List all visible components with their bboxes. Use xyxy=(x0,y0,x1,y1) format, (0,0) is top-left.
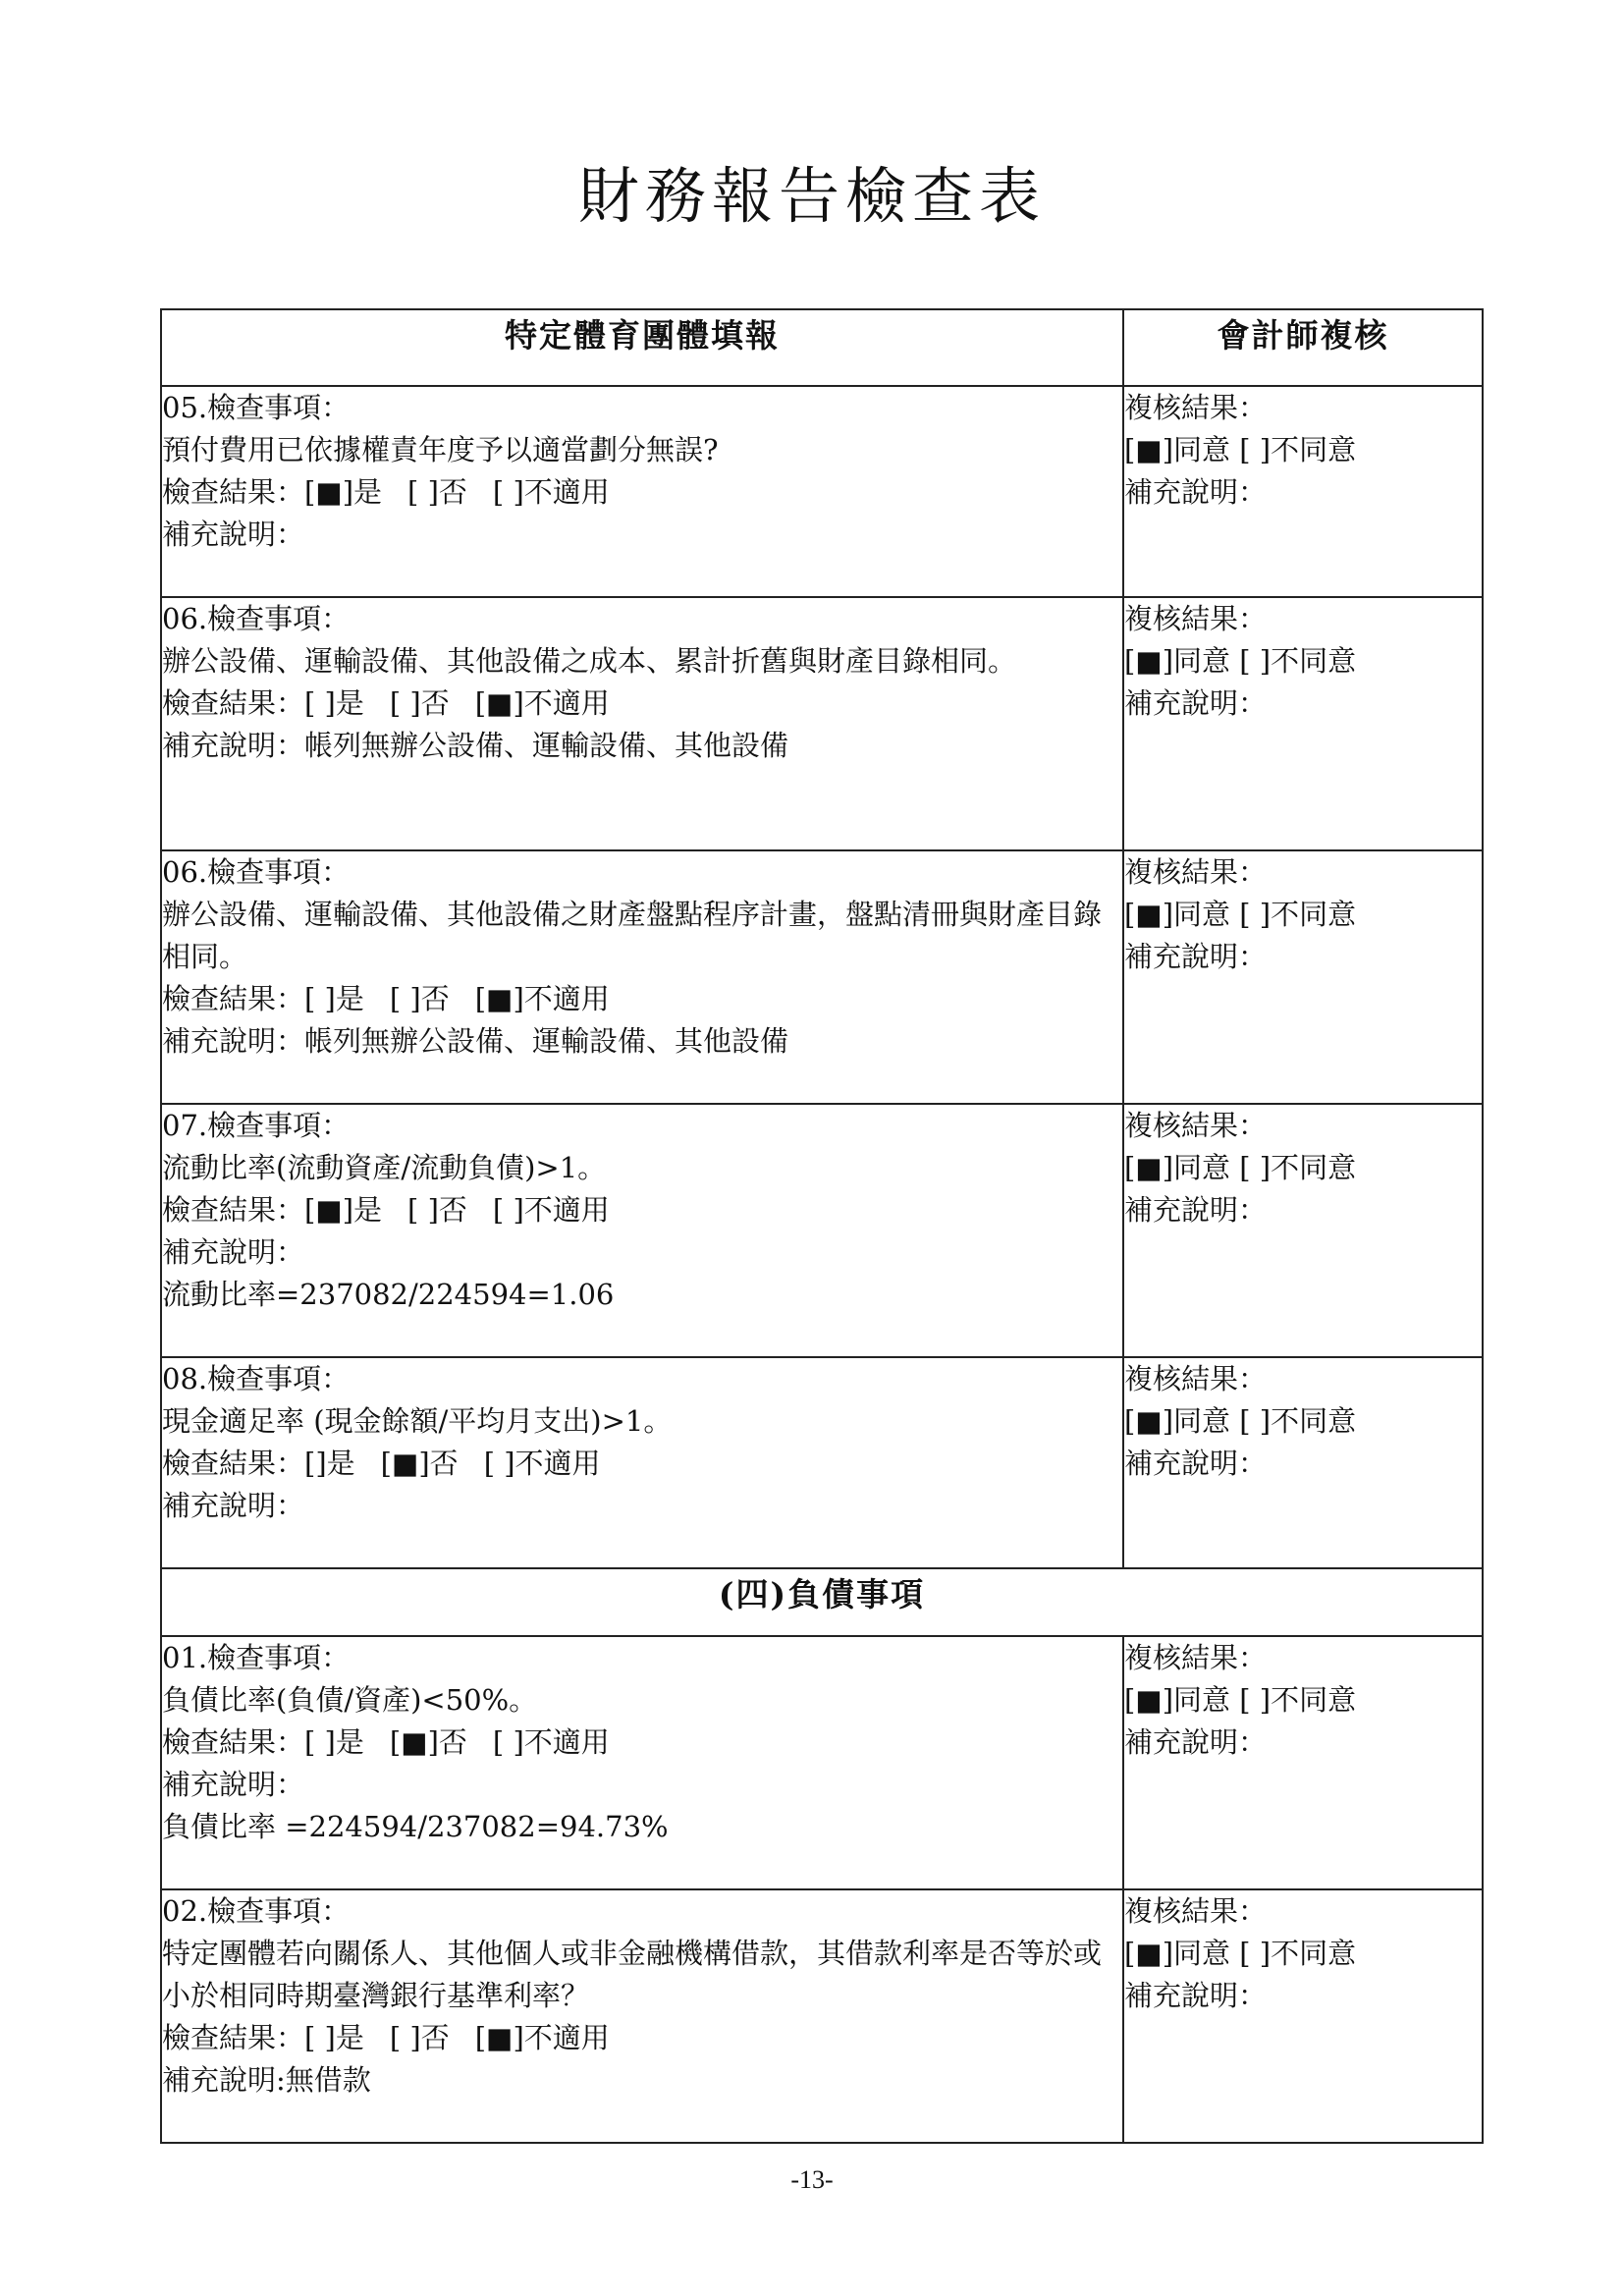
review-label: 複核結果： xyxy=(1124,1894,1268,1928)
review-options xyxy=(1124,1679,1482,1722)
option-yes: [■]是 xyxy=(304,1193,383,1227)
item-description: 負債比率(負債/資產)<50%。 xyxy=(162,1683,538,1717)
review-agree: [■]同意 xyxy=(1124,644,1231,678)
review-options xyxy=(1124,1400,1482,1443)
item-number: 08.檢查事項： xyxy=(162,1362,351,1395)
item-number: 06.檢查事項： xyxy=(162,855,351,889)
result-label: 檢查結果： xyxy=(162,1447,305,1480)
result-label: 檢查結果： xyxy=(162,1193,305,1227)
review-agree: [■]同意 xyxy=(1124,433,1231,466)
review-disagree: [ ]不同意 xyxy=(1239,1151,1357,1184)
review-agree: [■]同意 xyxy=(1124,1937,1231,1970)
check-item-row xyxy=(161,597,1483,850)
check-result xyxy=(162,978,1122,1020)
check-item-cell xyxy=(161,1357,1123,1568)
review-cell xyxy=(1123,1357,1483,1568)
review-label: 複核結果： xyxy=(1124,1362,1268,1395)
review-options xyxy=(1124,640,1482,683)
option-yes: [ ]是 xyxy=(304,2021,364,2054)
check-item-row xyxy=(161,1636,1483,1889)
check-result xyxy=(162,1722,1122,1764)
option-na: [■]不適用 xyxy=(474,686,610,720)
option-no: [ ]否 xyxy=(389,2021,450,2054)
option-na: [ ]不適用 xyxy=(483,1447,601,1480)
section-row xyxy=(161,1568,1483,1636)
check-item-cell xyxy=(161,386,1123,597)
review-note: 補充說明： xyxy=(1124,475,1268,509)
review-note: 補充說明： xyxy=(1124,1979,1268,2012)
review-note: 補充說明： xyxy=(1124,940,1268,973)
option-no: [ ]否 xyxy=(407,475,467,509)
check-item-row xyxy=(161,1357,1483,1568)
check-result xyxy=(162,471,1122,514)
check-item-row xyxy=(161,850,1483,1104)
item-description: 特定團體若向關係人、其他個人或非金融機構借款，其借款利率是否等於或小於相同時期臺灣銀行基準利率？ xyxy=(162,1937,1103,2012)
check-item-cell xyxy=(161,1636,1123,1889)
review-label: 複核結果： xyxy=(1124,1641,1268,1674)
check-item-row xyxy=(161,386,1483,597)
page-title: 財務報告檢查表 xyxy=(577,160,1046,232)
header-row xyxy=(161,309,1483,386)
supplement-note: 補充說明:無借款 xyxy=(162,2063,371,2097)
review-cell xyxy=(1123,1636,1483,1889)
item-description: 辦公設備、運輸設備、其他設備之成本、累計折舊與財產目錄相同。 xyxy=(162,644,1017,678)
option-na: [ ]不適用 xyxy=(492,475,610,509)
check-item-cell xyxy=(161,1889,1123,2143)
supplement-note: 補充說明： xyxy=(162,1768,305,1801)
check-item-cell xyxy=(161,597,1123,850)
item-description: 辦公設備、運輸設備、其他設備之財產盤點程序計畫，盤點清冊與財產目錄相同。 xyxy=(162,898,1103,973)
supplement-note: 補充說明： xyxy=(162,1489,305,1522)
check-item-cell xyxy=(161,850,1123,1104)
option-na: [■]不適用 xyxy=(474,2021,610,2054)
review-note: 補充說明： xyxy=(1124,686,1268,720)
supplement-note: 補充說明： xyxy=(162,1235,305,1269)
review-note: 補充說明： xyxy=(1124,1725,1268,1759)
supplement-note: 補充說明： xyxy=(162,518,305,551)
check-item-row xyxy=(161,1889,1483,2143)
option-yes: [ ]是 xyxy=(304,1725,364,1759)
check-result xyxy=(162,683,1122,725)
review-note: 補充說明： xyxy=(1124,1447,1268,1480)
checklist-table xyxy=(160,308,1484,2144)
section-title: (四)負債事項 xyxy=(161,1568,1483,1636)
review-disagree: [ ]不同意 xyxy=(1239,1404,1357,1438)
option-yes: [ ]是 xyxy=(304,686,364,720)
item-number: 05.檢查事項： xyxy=(162,391,351,424)
review-disagree: [ ]不同意 xyxy=(1239,898,1357,931)
review-options xyxy=(1124,1147,1482,1189)
item-description: 現金適足率 (現金餘額/平均月支出)>1。 xyxy=(162,1404,673,1438)
item-number: 06.檢查事項： xyxy=(162,602,351,635)
review-cell xyxy=(1123,386,1483,597)
review-options xyxy=(1124,894,1482,936)
item-number: 01.檢查事項： xyxy=(162,1641,351,1674)
result-label: 檢查結果： xyxy=(162,475,305,509)
option-na: [■]不適用 xyxy=(474,982,610,1015)
review-cell xyxy=(1123,850,1483,1104)
review-label: 複核結果： xyxy=(1124,855,1268,889)
option-yes: []是 xyxy=(304,1447,355,1480)
option-yes: [ ]是 xyxy=(304,982,364,1015)
option-na: [ ]不適用 xyxy=(492,1193,610,1227)
review-agree: [■]同意 xyxy=(1124,1404,1231,1438)
result-label: 檢查結果： xyxy=(162,686,305,720)
review-options xyxy=(1124,429,1482,471)
review-disagree: [ ]不同意 xyxy=(1239,1683,1357,1717)
review-label: 複核結果： xyxy=(1124,602,1268,635)
option-yes: [■]是 xyxy=(304,475,383,509)
review-disagree: [ ]不同意 xyxy=(1239,433,1357,466)
review-cell xyxy=(1123,1104,1483,1357)
supplement-detail: 流動比率=237082/224594=1.06 xyxy=(162,1278,615,1311)
review-options xyxy=(1124,1933,1482,1975)
review-note: 補充說明： xyxy=(1124,1193,1268,1227)
header-left: 特定體育團體填報 xyxy=(161,309,1123,386)
item-number: 07.檢查事項： xyxy=(162,1109,351,1142)
option-no: [ ]否 xyxy=(407,1193,467,1227)
result-label: 檢查結果： xyxy=(162,982,305,1015)
supplement-note: 補充說明：帳列無辦公設備、運輸設備、其他設備 xyxy=(162,729,789,762)
item-number: 02.檢查事項： xyxy=(162,1894,351,1928)
review-label: 複核結果： xyxy=(1124,1109,1268,1142)
review-label: 複核結果： xyxy=(1124,391,1268,424)
check-item-cell xyxy=(161,1104,1123,1357)
result-label: 檢查結果： xyxy=(162,2021,305,2054)
review-cell xyxy=(1123,1889,1483,2143)
review-cell xyxy=(1123,597,1483,850)
header-right: 會計師複核 xyxy=(1123,309,1483,386)
option-no: [ ]否 xyxy=(389,686,450,720)
item-description: 預付費用已依據權責年度予以適當劃分無誤? xyxy=(162,433,719,466)
review-disagree: [ ]不同意 xyxy=(1239,1937,1357,1970)
item-description: 流動比率(流動資產/流動負債)>1。 xyxy=(162,1151,607,1184)
option-no: [■]否 xyxy=(389,1725,467,1759)
check-item-row xyxy=(161,1104,1483,1357)
review-agree: [■]同意 xyxy=(1124,1683,1231,1717)
page-number: -13- xyxy=(790,2165,834,2194)
supplement-note: 補充說明：帳列無辦公設備、運輸設備、其他設備 xyxy=(162,1024,789,1058)
check-result xyxy=(162,2017,1122,2059)
option-no: [■]否 xyxy=(380,1447,459,1480)
review-disagree: [ ]不同意 xyxy=(1239,644,1357,678)
option-no: [ ]否 xyxy=(389,982,450,1015)
check-result xyxy=(162,1189,1122,1231)
review-agree: [■]同意 xyxy=(1124,1151,1231,1184)
supplement-detail: 負債比率 =224594/237082=94.73% xyxy=(162,1810,669,1843)
result-label: 檢查結果： xyxy=(162,1725,305,1759)
check-result xyxy=(162,1443,1122,1485)
review-agree: [■]同意 xyxy=(1124,898,1231,931)
option-na: [ ]不適用 xyxy=(492,1725,610,1759)
